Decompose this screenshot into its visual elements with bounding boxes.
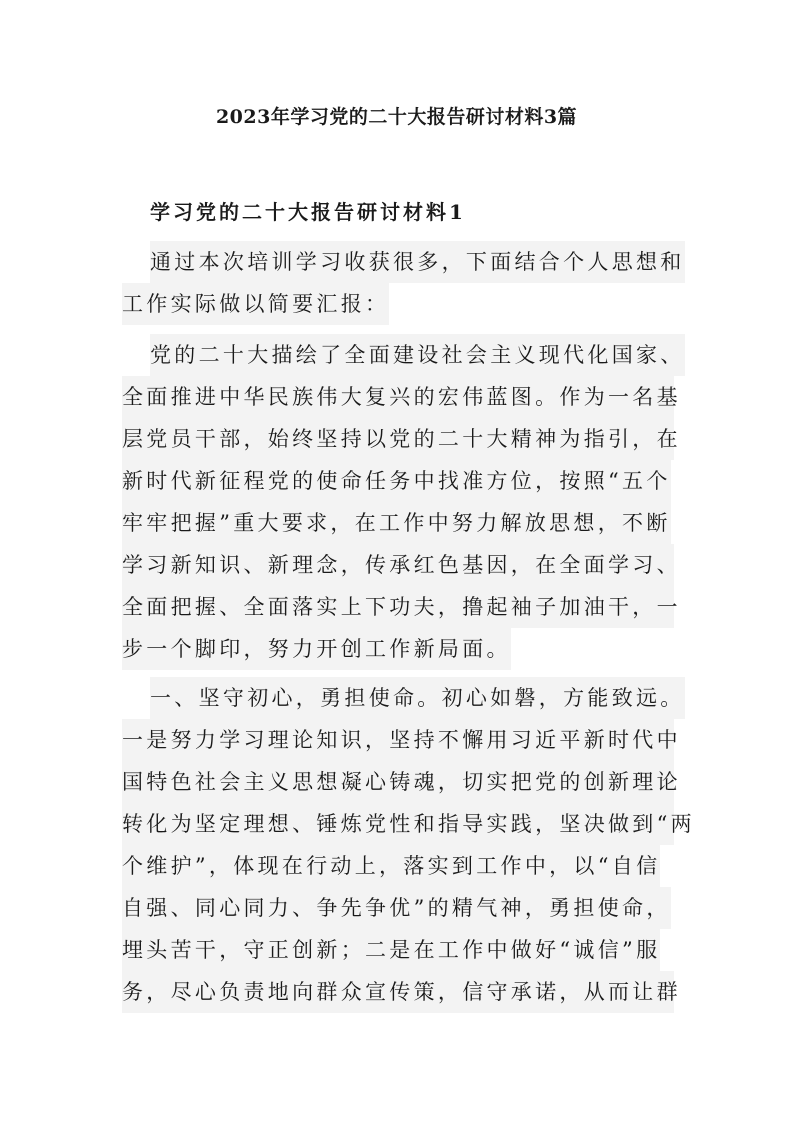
text-line: 一、坚守初心，勇担使命。初心如磐，方能致远。 [150,677,685,719]
text-line: 党的二十大描绘了全面建设社会主义现代化国家、 [150,334,685,376]
paragraph-overview [122,334,685,670]
text-line: 牢牢把握”重大要求，在工作中努力解放思想，不断 [122,502,671,544]
document-title: 2023年学习党的二十大报告研讨材料3篇 [215,106,578,128]
text-line: 转化为坚定理想、锤炼党性和指导实践，坚决做到“两 [122,803,674,845]
text-line: 全面推进中华民族伟大复兴的宏伟蓝图。作为一名基 [122,376,674,418]
text-line: 个维护”，体现在行动上，落实到工作中，以“自信 [122,845,660,887]
text-line: 一是努力学习理论知识，坚持不懈用习近平新时代中 [122,719,674,761]
section-heading: 学习党的二十大报告研讨材料1 [150,200,466,224]
text-line: 埋头苦干，守正创新；二是在工作中做好“诚信”服 [122,929,660,971]
text-line: 学习新知识、新理念，传承红色基因，在全面学习、 [122,544,674,586]
text-line: 层党员干部，始终坚持以党的二十大精神为指引，在 [122,418,674,460]
text-line: 通过本次培训学习收获很多，下面结合个人思想和 [150,241,685,283]
paragraph-intro [122,241,685,325]
text-line: 步一个脚印，努力开创工作新局面。 [122,628,511,670]
text-line: 新时代新征程党的使命任务中找准方位，按照“五个 [122,460,671,502]
text-line: 自强、同心同力、争先争优”的精气神，勇担使命， [122,887,671,929]
paragraph-point-one [122,677,695,1013]
text-line: 务，尽心负责地向群众宣传策，信守承诺，从而让群 [122,971,674,1013]
text-line: 国特色社会主义思想凝心铸魂，切实把党的创新理论 [122,761,674,803]
text-line: 全面把握、全面落实上下功夫，撸起袖子加油干，一 [122,586,674,628]
text-line: 工作实际做以简要汇报： [122,283,389,325]
